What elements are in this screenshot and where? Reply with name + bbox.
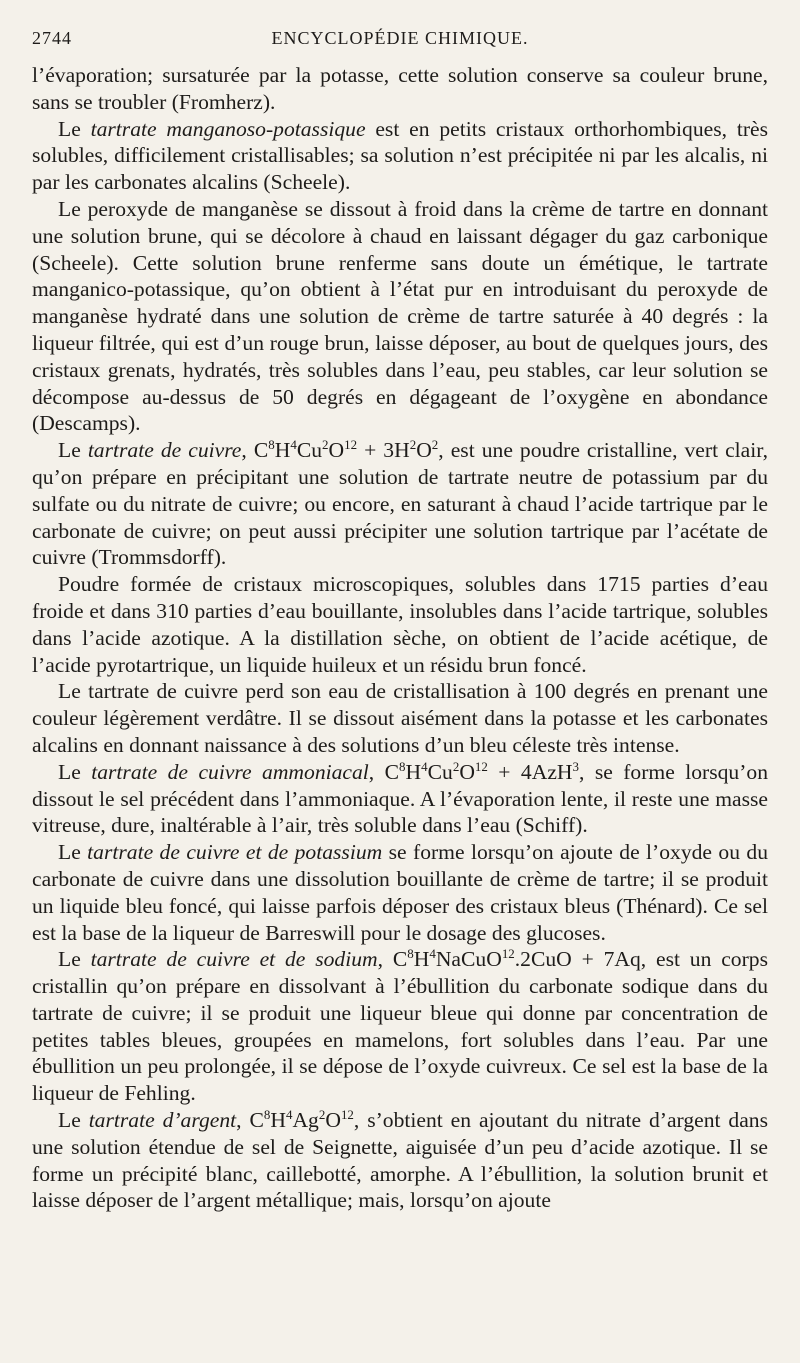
page-number: 2744 bbox=[32, 28, 72, 48]
paragraph: Le peroxyde de manganèse se dissout à froid dans la crème de tartre en donnant une solution brune, qui se décolore à chaud en laissant dégager du gaz carbonique (Scheele). Cette solution brune renferme sans doute un émétique, le tartrate manganico-potassique, qu’on obtient à l’état pur en introduisant du peroxyde de manganèse hydraté dans une solution de crème de tartre saturée à 40 degrés : la liqueur filtrée, qui est d’un rouge brun, laisse déposer, au bout de quelques jours, des cristaux grenats, hydratés, très solubles dans l’eau, peu stables, car leur solution se décompose au-dessus de 50 degrés en dégageant de l’oxygène en abondance (Descamps). bbox=[32, 196, 768, 436]
running-title: ENCYCLOPÉDIE CHIMIQUE. bbox=[271, 28, 529, 48]
paragraph: Le tartrate d’argent, $C^8H^4Ag^2O^{12}$, s’obtient en ajoutant du nitrate d’argent dans une solution étendue de sel de Seignette, aiguisée d’un peu d’acide azotique. Il se forme un précipité blanc, caillebotté, amorphe. A l’ébullition, la solution brunit et laisse déposer de l’argent métallique; mais, lorsqu’on ajoute bbox=[32, 1106, 768, 1213]
paragraph: Le tartrate de cuivre ammoniacal, $C^8H^4Cu^2O^{12} + 4AzH^3$, se forme lorsqu’on dissout le sel précédent dans l’ammoniaque. A l’évaporation lente, il reste une masse vitreuse, dure, inaltérable à l’air, très soluble dans l’eau (Schiff). bbox=[32, 758, 769, 838]
page-body bbox=[32, 62, 768, 1214]
paragraph: Poudre formée de cristaux microscopiques, solubles dans 1715 parties d’eau froide et dans 310 parties d’eau bouillante, insolubles dans l’acide tartrique, solubles dans l’acide azotique. A la distillation sèche, on obtient de l’acide acétique, de l’acide pyrotartrique, un liquide huileux et un résidu brun foncé. bbox=[32, 572, 768, 677]
running-header bbox=[32, 28, 768, 58]
paragraph: l’évaporation; sursaturée par la potasse, cette solution conserve sa couleur brune, sans se troubler (Fromherz). bbox=[32, 63, 768, 114]
paragraph: Le tartrate de cuivre, $C^8H^4Cu^2O^{12} + 3H^2O^2$, est une poudre cristalline, vert clair, qu’on prépare en précipitant une solution de tartrate neutre de potassium par du sulfate ou du nitrate de cuivre; ou encore, en saturant à chaud l’acide tartrique par le carbonate de cuivre; on peut aussi précipiter une solution tartrique par l’acétate de cuivre (Trommsdorff). bbox=[32, 436, 768, 570]
paragraph: Le tartrate de cuivre et de potassium se forme lorsqu’on ajoute de l’oxyde ou du carbonate de cuivre dans une dissolution bouillante de crème de tartre; il se produit un liquide bleu foncé, qui laisse parfois déposer des cristaux bleus (Thénard). Ce sel est la base de la liqueur de Barreswill pour le dosage des glucoses. bbox=[32, 840, 768, 945]
paragraph: Le tartrate de cuivre perd son eau de cristallisation à 100 degrés en prenant une couleur légèrement verdâtre. Il se dissout aisément dans la potasse et les carbonates alcalins en donnant naissance à des solutions d’un bleu céleste très intense. bbox=[32, 679, 768, 757]
paragraph: Le tartrate de cuivre et de sodium, $C^8H^4NaCuO^{12}.2CuO + 7Aq$, est un corps cristallin qu’on prépare en dissolvant à l’ébullition du carbonate sodique dans du tartrate de cuivre; il se produit une liqueur bleue qui donne par concentration de petites tables bleues, groupées en mamelons, fort solubles dans l’eau. Par une ébullition un peu prolongée, il se dépose de l’oxyde cuivreux. Ce sel est la base de la liqueur de Fehling. bbox=[32, 946, 768, 1106]
paragraph: Le tartrate manganoso-potassique est en petits cristaux orthorhombiques, très solubles, difficilement cristallisables; sa solution n’est précipitée ni par les alcalis, ni par les carbonates alcalins (Scheele). bbox=[32, 116, 768, 195]
